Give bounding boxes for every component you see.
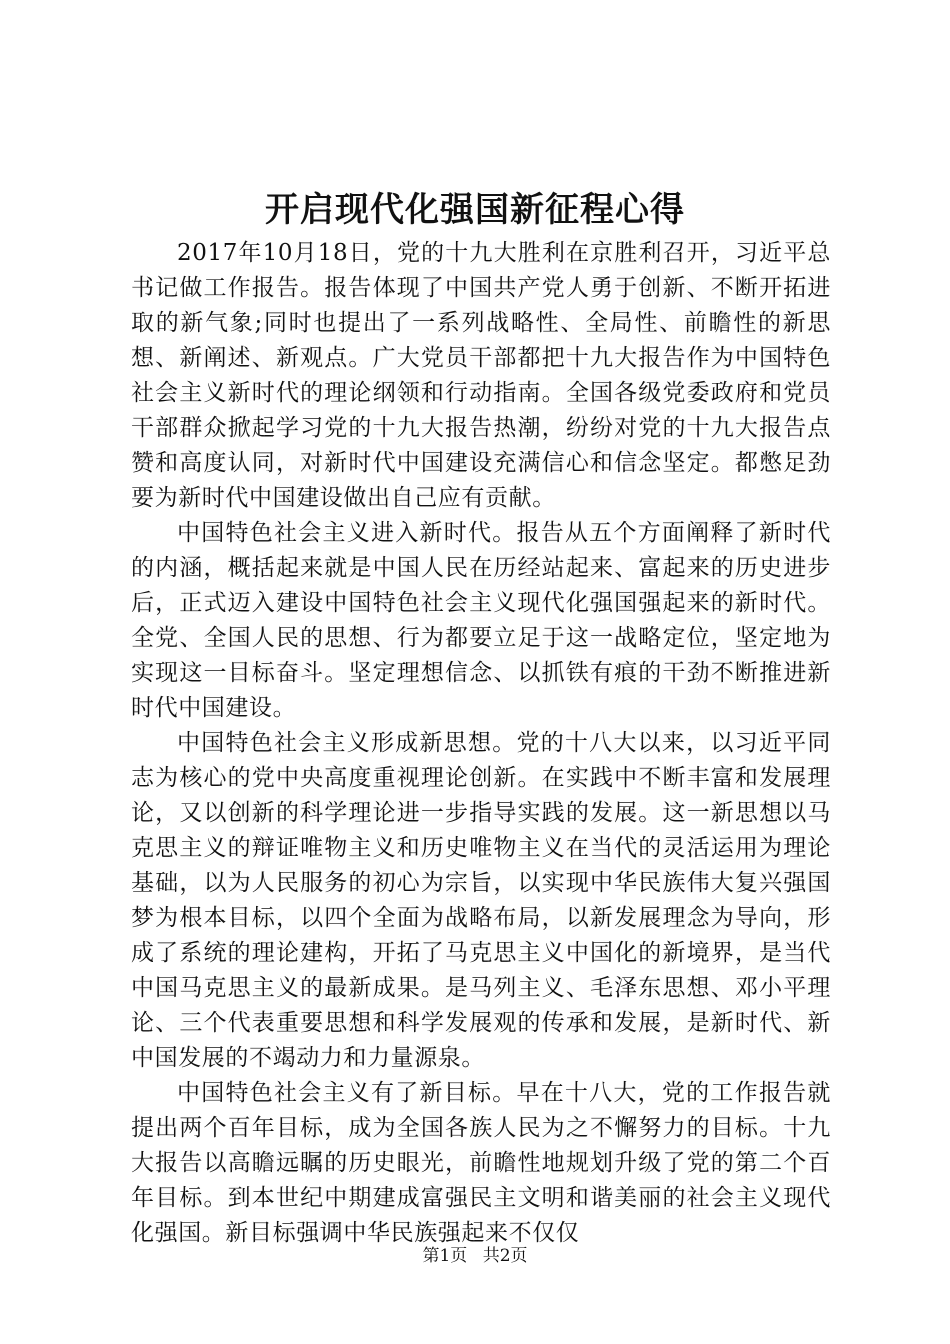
page-number-total: 共2页 bbox=[482, 1246, 528, 1266]
page-number-current: 第1页 bbox=[422, 1246, 468, 1266]
paragraph-1: 2017年10月18日，党的十九大胜利在京胜利召开，习近平总书记做工作报告。报告体现了中国共产党人勇于创新、不断开拓进取的新气象;同时也提出了一系列战略性、全局性、前瞻性的新思想、新阐述、新观点。广大党员干部都把十九大报告作为中国特色社会主义新时代的理论纲领和行动指南。全国各级党委政府和党员干部群众掀起学习党的十九大报告热潮，纷纷对党的十九大报告点赞和高度认同，对新时代中国建设充满信心和信念坚定。都憋足劲要为新时代中国建设做出自己应有贡献。 bbox=[131, 240, 831, 511]
paragraph-2: 中国特色社会主义进入新时代。报告从五个方面阐释了新时代的内涵，概括起来就是中国人民在历经站起来、富起来的历史进步后，正式迈入建设中国特色社会主义现代化强国强起来的新时代。全党、全国人民的思想、行为都要立足于这一战略定位，坚定地为实现这一目标奋斗。坚定理想信念、以抓铁有痕的干劲不断推进新时代中国建设。 bbox=[131, 520, 831, 721]
document-title: 开启现代化强国新征程心得 bbox=[265, 190, 685, 230]
document-body bbox=[131, 236, 831, 1251]
page-footer bbox=[0, 1244, 950, 1268]
paragraph-3: 中国特色社会主义形成新思想。党的十八大以来，以习近平同志为核心的党中央高度重视理论创新。在实践中不断丰富和发展理论，又以创新的科学理论进一步指导实践的发展。这一新思想以马克思主义的辩证唯物主义和历史唯物主义在当代的灵活运用为理论基础，以为人民服务的初心为宗旨，以实现中华民族伟大复兴强国梦为根本目标，以四个全面为战略布局，以新发展理念为导向，形成了系统的理论建构，开拓了马克思主义中国化的新境界，是当代中国马克思主义的最新成果。是马列主义、毛泽东思想、邓小平理论、三个代表重要思想和科学发展观的传承和发展，是新时代、新中国发展的不竭动力和力量源泉。 bbox=[131, 730, 831, 1071]
paragraph-4: 中国特色社会主义有了新目标。早在十八大，党的工作报告就提出两个百年目标，成为全国各族人民为之不懈努力的目标。十九大报告以高瞻远瞩的历史眼光，前瞻性地规划升级了党的第二个百年目标。到本世纪中期建成富强民主文明和谐美丽的社会主义现代化强国。新目标强调中华民族强起来不仅仅 bbox=[131, 1080, 831, 1246]
